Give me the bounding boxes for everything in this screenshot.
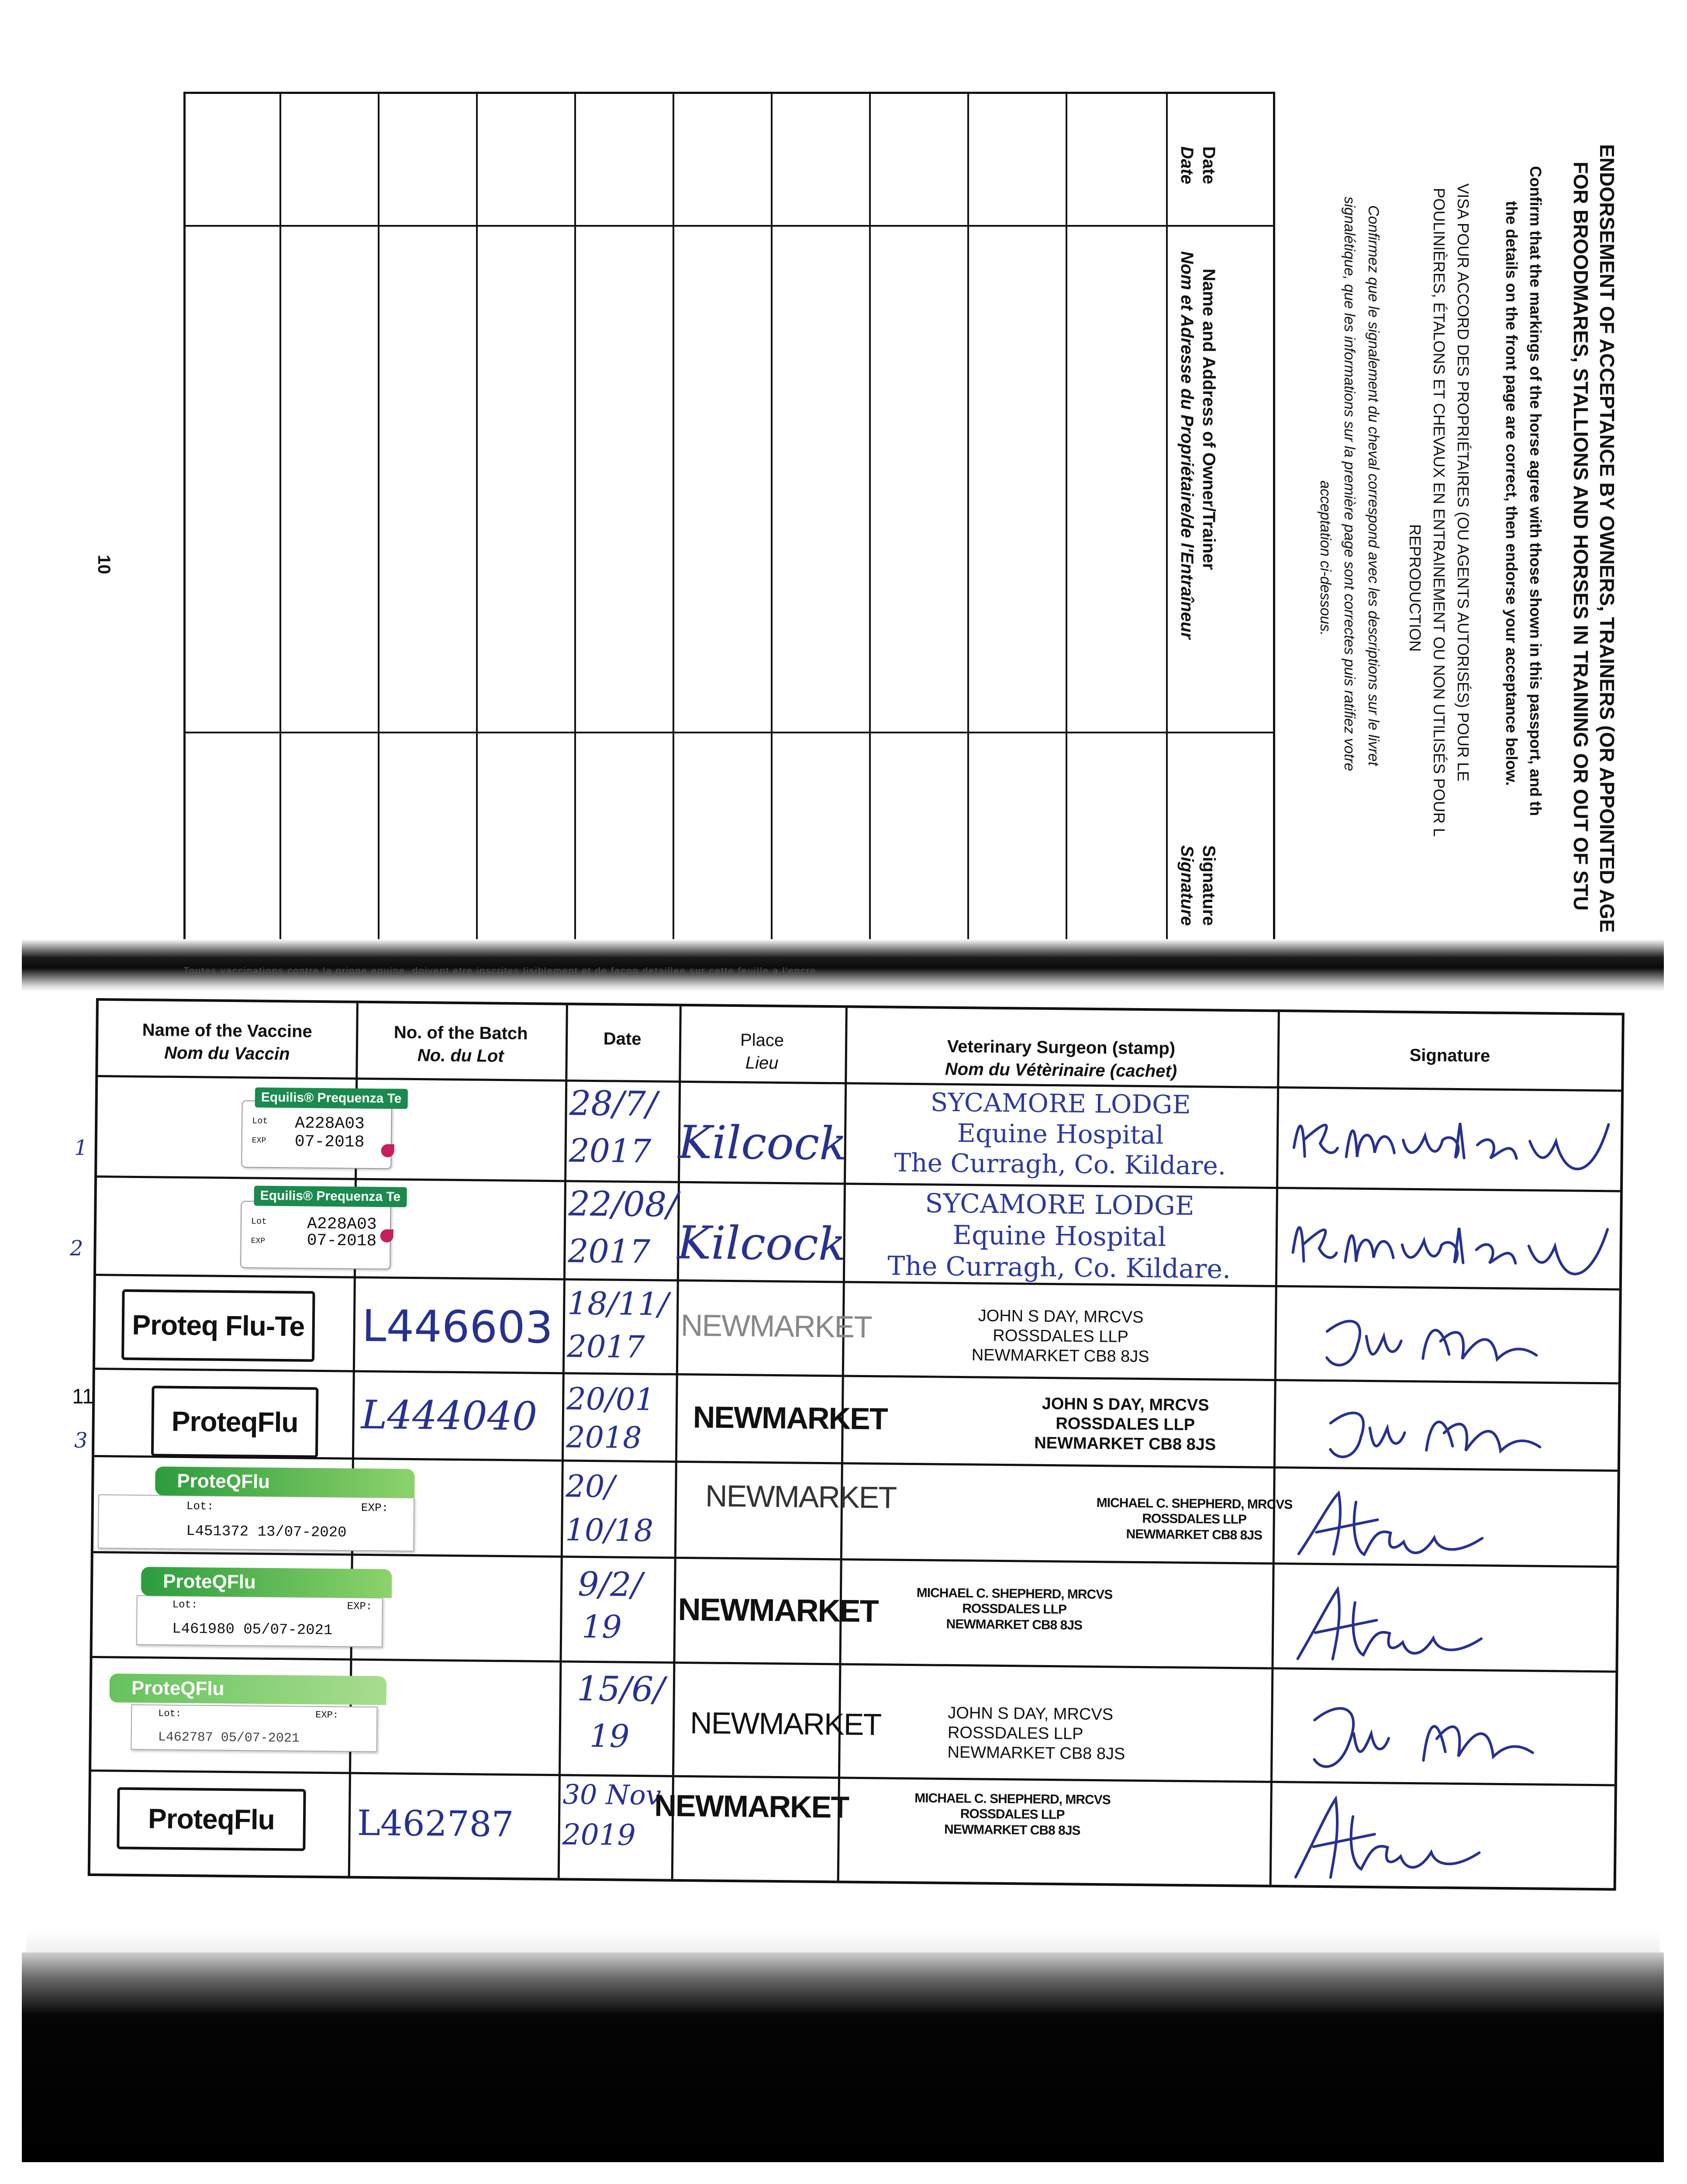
endorsement-col-divider bbox=[1066, 94, 1067, 985]
vaccination-date-year: 19 bbox=[589, 1717, 630, 1755]
endorsement-fr-body-line2: signalétique, que les informations sur la première page sont correctes puis ratifiez votre bbox=[1341, 197, 1358, 771]
header-place: Place Lieu bbox=[740, 1030, 784, 1073]
place-stamp: NEWMARKET bbox=[680, 1308, 872, 1344]
endorsement-table bbox=[183, 92, 1275, 987]
vet-stamp: JOHN S DAY, MRCVS ROSSDALES LLP NEWMARKET CB8 8JS bbox=[971, 1306, 1149, 1366]
vaccine-name-stamp: ProteqFlu bbox=[151, 1386, 319, 1458]
endorsement-header-name: Name and Address of Owner/Trainer bbox=[1199, 269, 1218, 570]
header-vet: Veterinary Surgeon (stamp) Nom du Vétèrinaire (cachet) bbox=[945, 1037, 1177, 1081]
endorsement-page bbox=[22, 17, 1673, 970]
vaccination-date: 20/ bbox=[565, 1468, 615, 1505]
endorsement-fr-body-line1: Confirmez que le signalement du cheval correspond avec les descriptions sur le livret bbox=[1365, 205, 1382, 766]
signature-jday bbox=[1309, 1305, 1555, 1377]
endorsement-col-divider bbox=[967, 94, 969, 985]
endorsement-row-divider bbox=[186, 225, 1273, 227]
endorsement-fr-title-line2: POULINIÈRES, ÉTALONS ET CHEVAUX EN ENTRAINEMENT OU NON UTILISÉS POUR L bbox=[1430, 188, 1448, 837]
vaccination-date-year: 2017 bbox=[568, 1232, 651, 1271]
endorsement-title-line2: FOR BROODMARES, STALLIONS AND HORSES IN TRAINING OR OUT OF STU bbox=[1570, 162, 1592, 911]
vaccine-label-sticker: Lot A228A03 EXP 07-2018 bbox=[240, 1201, 391, 1269]
signature-mshepherd bbox=[1289, 1580, 1490, 1669]
endorsement-col-divider bbox=[476, 94, 478, 985]
endorsement-fr-title-line3: REPRODUCTION bbox=[1406, 524, 1424, 652]
vet-stamp: JOHN S DAY, MRCVS ROSSDALES LLP NEWMARKET CB8 8JS bbox=[947, 1704, 1125, 1763]
signature-khmunday bbox=[1285, 1095, 1618, 1185]
signature-jday bbox=[1313, 1397, 1558, 1469]
vet-stamp: JOHN S DAY, MRCVS ROSSDALES LLP NEWMARKET CB8 8JS bbox=[1034, 1394, 1216, 1454]
endorsement-col-divider bbox=[1166, 94, 1168, 985]
endorsement-header-signature-fr: Signature bbox=[1177, 845, 1197, 926]
place-stamp: NEWMARKET bbox=[693, 1400, 887, 1436]
place-stamp: NEWMARKET bbox=[690, 1706, 881, 1742]
margin-number: 1 bbox=[74, 1136, 88, 1160]
endorsement-col-divider bbox=[673, 94, 674, 985]
endorsement-header-name-fr: Nom et Adresse du Propriétaire/de l'Entraîneur bbox=[1177, 251, 1197, 639]
vaccination-date-year: 2017 bbox=[567, 1328, 645, 1365]
vet-stamp: MICHAEL C. SHEPHERD, MRCVS ROSSDALES LLP NEWMARKET CB8 8JS bbox=[916, 1586, 1113, 1633]
endorsement-col-divider bbox=[869, 94, 871, 985]
vaccine-name-stamp: ProteqFlu bbox=[117, 1787, 306, 1851]
signature-mshepherd bbox=[1290, 1484, 1492, 1564]
endorsement-body-line1: Confirm that the markings of the horse agree with those shown in this passport, and th bbox=[1527, 166, 1545, 816]
endorsement-header-date-fr: Date bbox=[1177, 146, 1197, 184]
header-batch: No. of the Batch No. du Lot bbox=[393, 1023, 528, 1066]
header-vaccine: Name of the Vaccine Nom du Vaccin bbox=[142, 1020, 313, 1064]
vaccination-date-year: 2018 bbox=[566, 1420, 642, 1456]
scanner-background bbox=[22, 1952, 1664, 2162]
signature-jday bbox=[1297, 1693, 1542, 1783]
signature-mshepherd bbox=[1287, 1790, 1489, 1887]
vaccination-date: 22/08/ bbox=[568, 1184, 679, 1225]
vaccine-label-sticker: Lot: EXP: L462787 05/07-2021 bbox=[131, 1704, 377, 1752]
vaccine-label-sticker: Lot A228A03 EXP 07-2018 bbox=[241, 1100, 392, 1169]
margin-number: 11 bbox=[72, 1385, 94, 1408]
header-signature: Signature bbox=[1409, 1045, 1490, 1066]
endorsement-rotated-content bbox=[39, 35, 1655, 983]
vaccine-brand-label: ProteQFlu bbox=[110, 1673, 387, 1705]
endorsement-row-divider bbox=[186, 732, 1273, 733]
vaccine-brand-label: Equilis® Prequenza Te bbox=[254, 1185, 407, 1207]
vaccine-label-sticker: Lot: EXP: L451372 13/07-2020 bbox=[98, 1494, 414, 1552]
vet-stamp: SYCAMORE LODGE Equine Hospital The Curragh, Co. Kildare. bbox=[894, 1087, 1226, 1181]
endorsement-body-line2: the details on the front page are correct, then endorse your acceptance below. bbox=[1503, 201, 1521, 786]
vaccination-date-year: 2019 bbox=[562, 1818, 636, 1852]
vaccination-date: 28/7/ bbox=[569, 1084, 658, 1124]
vaccination-date-year: 2017 bbox=[569, 1132, 652, 1171]
endorsement-col-divider bbox=[771, 94, 773, 985]
vaccination-table bbox=[88, 998, 1625, 1891]
vaccine-brand-label: Equilis® Prequenza Te bbox=[255, 1088, 408, 1109]
place-stamp: NEWMARKET bbox=[654, 1788, 849, 1825]
vaccination-date: 20/01 bbox=[566, 1381, 655, 1418]
place-stamp: NEWMARKET bbox=[678, 1592, 878, 1629]
margin-number: 2 bbox=[70, 1236, 83, 1261]
vaccine-label-sticker: Lot: EXP: L461980 05/07-2021 bbox=[136, 1595, 383, 1647]
header-date: Date bbox=[603, 1029, 642, 1049]
endorsement-fr-title-line1: VISA POUR ACCORD DES PROPRIÉTAIRES (OU AGENTS AUTORISÉS) POUR LE bbox=[1454, 183, 1472, 781]
vet-stamp: MICHAEL C. SHEPHERD, MRCVS ROSSDALES LLP NEWMARKET CB8 8JS bbox=[1096, 1496, 1293, 1543]
vaccination-date: 15/6/ bbox=[576, 1669, 665, 1710]
batch-number: L462787 bbox=[357, 1802, 514, 1845]
endorsement-header-date: Date bbox=[1199, 146, 1218, 184]
endorsement-col-divider bbox=[378, 94, 379, 985]
vaccine-name-stamp: Proteq Flu-Te bbox=[121, 1289, 315, 1362]
endorsement-col-divider bbox=[279, 94, 281, 985]
vaccination-date: 30 Nov bbox=[562, 1778, 662, 1811]
vaccination-date: 18/11/ bbox=[567, 1285, 669, 1323]
vaccination-place: Kilcock bbox=[678, 1115, 847, 1171]
vaccine-brand-label: ProteQFlu bbox=[155, 1466, 415, 1498]
signature-khmunday bbox=[1284, 1196, 1617, 1286]
margin-number: 3 bbox=[74, 1428, 88, 1453]
endorsement-header-signature: Signature bbox=[1199, 845, 1218, 926]
vaccination-date-year: 10/18 bbox=[565, 1512, 654, 1549]
vaccination-place: Kilcock bbox=[677, 1216, 846, 1271]
batch-number: L444040 bbox=[361, 1392, 538, 1440]
page-number: 10 bbox=[94, 555, 114, 574]
vaccination-date-year: 19 bbox=[581, 1608, 622, 1645]
fold-instruction-text: Toutes vaccinations contre la grippe equine, doivent etre inscrites lisiblement et de facon detaillee sur cette feuille a l'encre. bbox=[183, 965, 820, 976]
endorsement-fr-body-line3: acceptation ci-dessous. bbox=[1317, 480, 1334, 636]
place-stamp: NEWMARKET bbox=[705, 1479, 897, 1515]
batch-number: L446603 bbox=[362, 1300, 553, 1354]
vaccine-brand-label: ProteQFlu bbox=[141, 1567, 392, 1598]
vet-stamp: SYCAMORE LODGE Equine Hospital The Curragh, Co. Kildare. bbox=[887, 1188, 1231, 1285]
endorsement-title-line1: ENDORSEMENT OF ACCEPTANCE BY OWNERS, TRAINERS (OR APPOINTED AGE bbox=[1596, 144, 1618, 933]
vaccination-date: 9/2/ bbox=[577, 1564, 643, 1604]
endorsement-col-divider bbox=[574, 94, 576, 985]
vet-stamp: MICHAEL C. SHEPHERD, MRCVS ROSSDALES LLP NEWMARKET CB8 8JS bbox=[914, 1791, 1111, 1838]
